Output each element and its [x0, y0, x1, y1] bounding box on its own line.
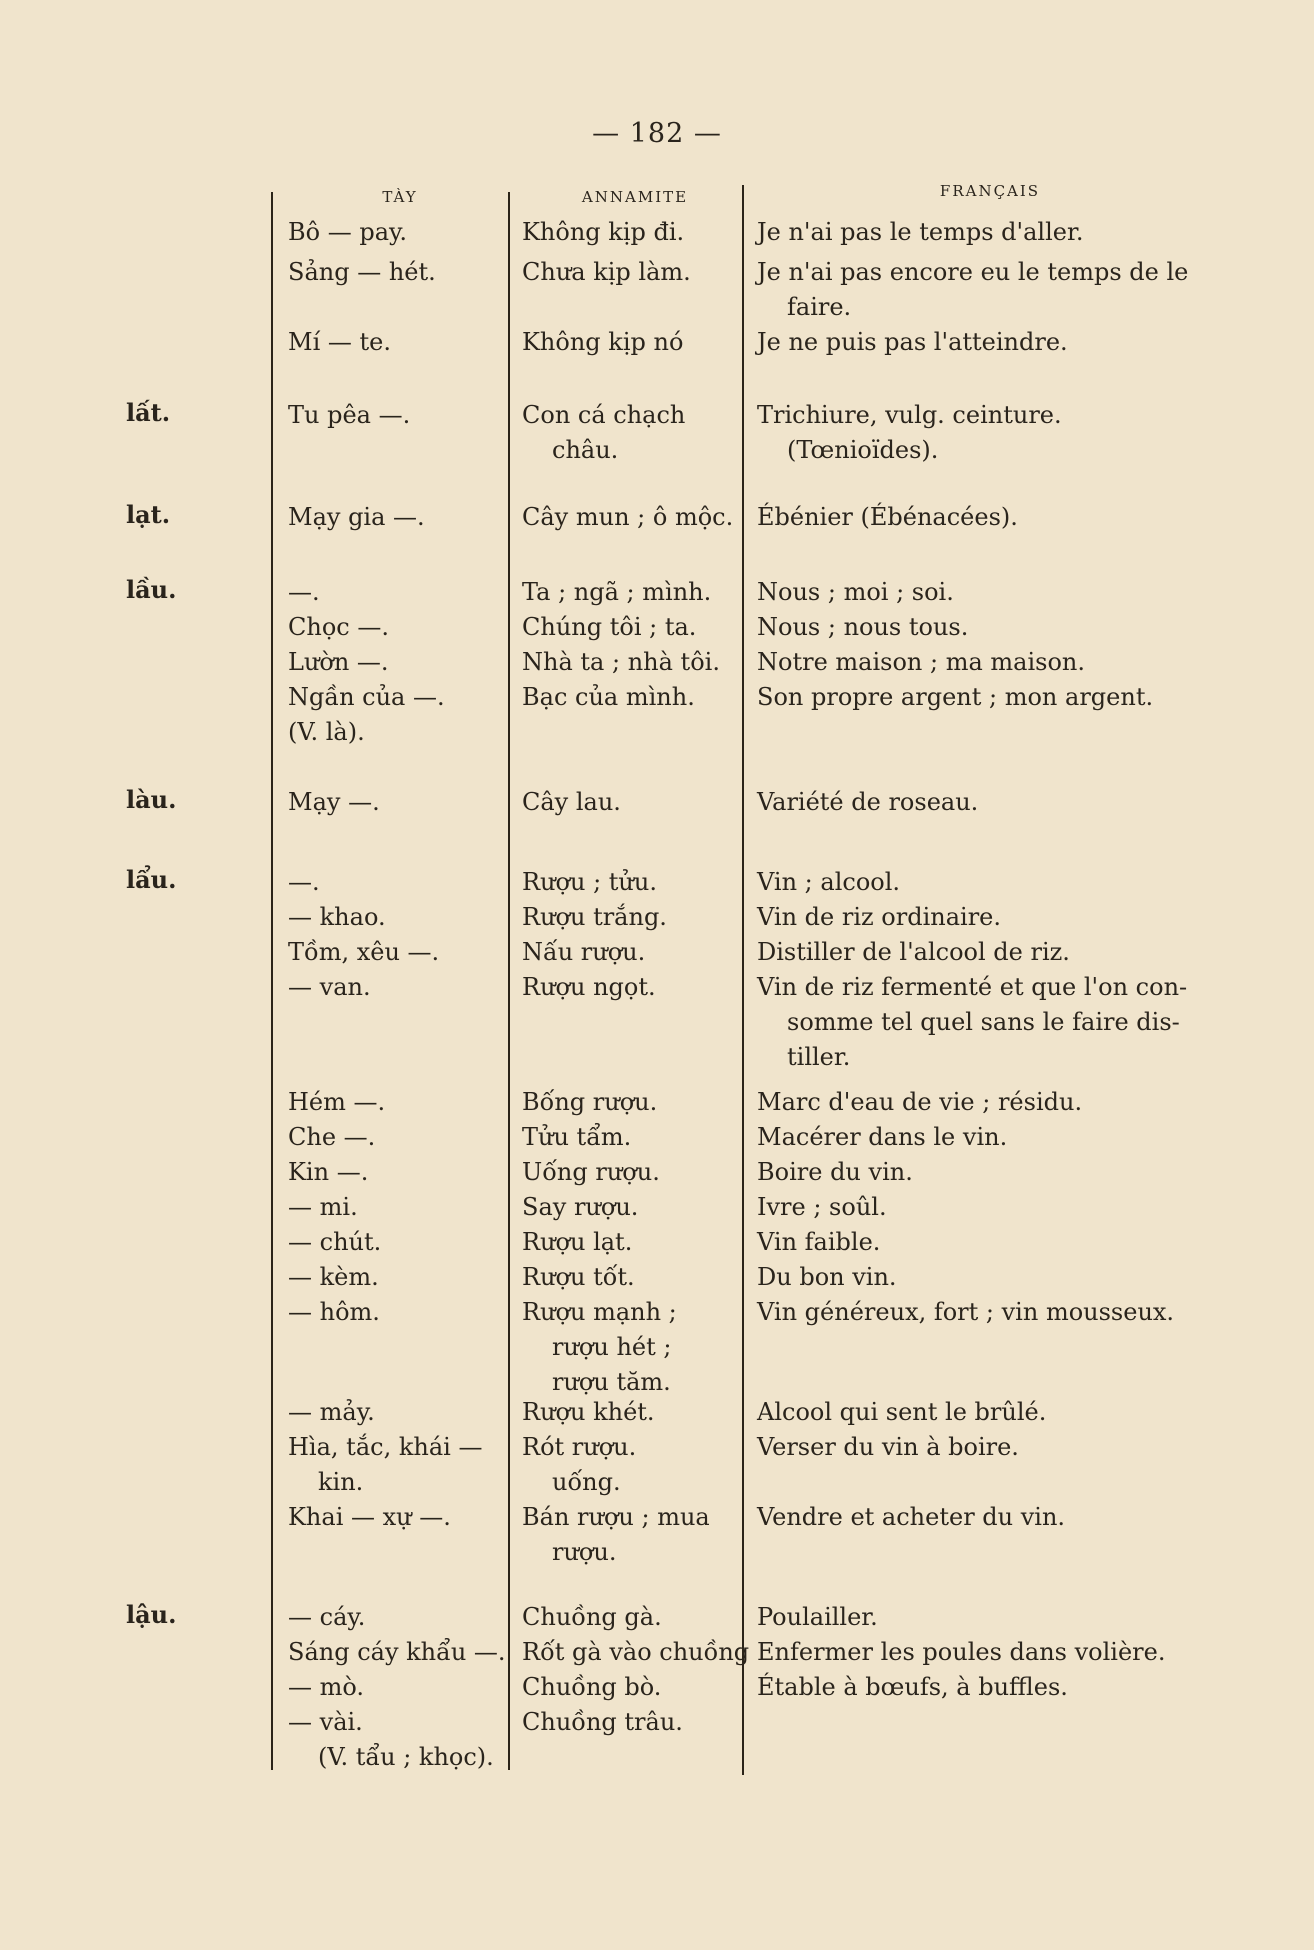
annamite-cell-line: Chuồng trâu. — [522, 1708, 683, 1736]
francais-cell-line: Étable à bœufs, à buffles. — [757, 1673, 1068, 1701]
francais-cell-line: (Tœnioïdes). — [787, 436, 939, 464]
francais-cell-line: Notre maison ; ma maison. — [757, 648, 1085, 676]
francais-cell-line: Macérer dans le vin. — [757, 1123, 1008, 1151]
annamite-cell-line: Rượu mạnh ; — [522, 1298, 677, 1326]
annamite-cell-line: rượu hét ; — [552, 1333, 672, 1361]
francais-cell-line: Je n'ai pas encore eu le temps de le — [757, 258, 1189, 286]
francais-cell — [757, 575, 1212, 715]
tay-cell — [288, 255, 503, 290]
tay-cell-line: — van. — [288, 973, 371, 1001]
annamite-cell-line: Chúng tôi ; ta. — [522, 613, 697, 641]
annamite-cell — [522, 500, 747, 535]
tay-cell-line: (V. là). — [288, 718, 365, 746]
tay-cell-line: — khao. — [288, 903, 386, 931]
tay-cell-line: Che —. — [288, 1123, 376, 1151]
headword: lẩu. — [126, 865, 177, 894]
tay-cell-line: —. — [288, 868, 320, 896]
tay-cell — [288, 500, 503, 535]
annamite-cell-line: Nhà ta ; nhà tôi. — [522, 648, 720, 676]
annamite-cell — [522, 785, 747, 820]
tay-cell-line: Hém —. — [288, 1088, 386, 1116]
annamite-cell — [522, 1395, 747, 1570]
francais-cell — [757, 1600, 1212, 1705]
francais-cell — [757, 325, 1212, 360]
francais-cell — [757, 255, 1212, 325]
tay-cell-line: Ngần của —. — [288, 683, 445, 711]
francais-cell — [757, 500, 1212, 535]
francais-cell-line: Enfermer les poules dans volière. — [757, 1638, 1166, 1666]
francais-cell-line: Nous ; moi ; soi. — [757, 578, 954, 606]
francais-cell-line: Variété de roseau. — [757, 788, 979, 816]
annamite-cell-line: Rót rượu. — [522, 1433, 637, 1461]
annamite-cell-line: Tửu tẩm. — [522, 1123, 632, 1151]
annamite-cell — [522, 325, 747, 360]
annamite-cell-line: rượu. — [552, 1538, 617, 1566]
tay-cell — [288, 1395, 503, 1535]
tay-cell-line: Mạy —. — [288, 788, 380, 816]
francais-cell-line: Distiller de l'alcool de riz. — [757, 938, 1070, 966]
annamite-cell-line: Con cá chạch — [522, 401, 686, 429]
page-number: — 182 — — [592, 118, 722, 149]
francais-cell — [757, 785, 1212, 820]
tay-cell-line: — kèm. — [288, 1263, 379, 1291]
headword: lất. — [126, 398, 171, 427]
tay-cell-line: — hôm. — [288, 1298, 380, 1326]
francais-cell — [757, 1085, 1212, 1330]
tay-cell-line: — mảy. — [288, 1398, 375, 1426]
annamite-cell-line: Bán rượu ; mua — [522, 1503, 710, 1531]
tay-cell — [288, 325, 503, 360]
tay-cell — [288, 785, 503, 820]
annamite-cell-line: Nấu rượu. — [522, 938, 646, 966]
annamite-cell-line: Cây mun ; ô mộc. — [522, 503, 734, 531]
tay-cell — [288, 575, 503, 750]
tay-cell-line: kin. — [318, 1468, 364, 1496]
tay-cell-line: Tồm, xêu —. — [288, 938, 440, 966]
francais-cell-line: Vendre et acheter du vin. — [757, 1503, 1066, 1531]
francais-cell-line: Son propre argent ; mon argent. — [757, 683, 1154, 711]
annamite-cell-line: Uống rượu. — [522, 1158, 660, 1186]
annamite-cell-line: Không kịp đi. — [522, 218, 685, 246]
annamite-cell — [522, 865, 747, 1005]
tay-cell-line: Sảng — hét. — [288, 258, 436, 286]
header-tay: TÀY — [382, 188, 418, 206]
francais-cell — [757, 398, 1212, 468]
annamite-cell-line: Cây lau. — [522, 788, 621, 816]
francais-cell-line: Ébénier (Ébénacées). — [757, 503, 1018, 531]
annamite-cell-line: Rượu trắng. — [522, 903, 667, 931]
annamite-cell-line: uống. — [552, 1468, 621, 1496]
header-francais: FRANÇAIS — [939, 182, 1041, 200]
tay-cell-line: — mò. — [288, 1673, 365, 1701]
tay-cell-line: — cáy. — [288, 1603, 366, 1631]
francais-cell-line: Nous ; nous tous. — [757, 613, 969, 641]
tay-cell — [288, 1085, 503, 1330]
annamite-cell-line: Rượu ; tửu. — [522, 868, 657, 896]
tay-cell-line: Chọc —. — [288, 613, 389, 641]
tay-cell-line: — mi. — [288, 1193, 358, 1221]
francais-cell-line: Ivre ; soûl. — [757, 1193, 887, 1221]
annamite-cell-line: Rượu khét. — [522, 1398, 655, 1426]
francais-cell-line: Trichiure, vulg. ceinture. — [757, 401, 1062, 429]
annamite-cell-line: Chuồng gà. — [522, 1603, 662, 1631]
francais-cell-line: Vin de riz ordinaire. — [757, 903, 1001, 931]
francais-cell-line: faire. — [787, 293, 852, 321]
francais-cell-line: Poulailler. — [757, 1603, 878, 1631]
tay-cell-line: Khai — xự —. — [288, 1503, 451, 1531]
tay-cell-line: Mạy gia —. — [288, 503, 425, 531]
tay-cell-line: — chút. — [288, 1228, 382, 1256]
francais-cell-line: Vin généreux, fort ; vin mousseux. — [757, 1298, 1175, 1326]
francais-cell-line: Vin faible. — [757, 1228, 881, 1256]
annamite-cell — [522, 1600, 750, 1740]
annamite-cell — [522, 1085, 747, 1400]
annamite-cell-line: Rượu ngọt. — [522, 973, 656, 1001]
tay-cell-line: — vài. — [288, 1708, 363, 1736]
headword: lạt. — [126, 500, 171, 529]
headword: lậu. — [126, 1600, 177, 1629]
francais-cell — [757, 215, 1212, 250]
tay-cell-line: Lườn —. — [288, 648, 389, 676]
francais-cell-line: Du bon vin. — [757, 1263, 897, 1291]
francais-cell — [757, 865, 1212, 1075]
francais-cell-line: Vin de riz fermenté et que l'on con- — [757, 973, 1188, 1001]
headword: làu. — [126, 785, 177, 814]
francais-cell-line: Je n'ai pas le temps d'aller. — [757, 218, 1084, 246]
annamite-cell-line: Ta ; ngã ; mình. — [522, 578, 712, 606]
tay-cell-line: Kin —. — [288, 1158, 369, 1186]
annamite-cell-line: Say rượu. — [522, 1193, 639, 1221]
annamite-cell-line: Rượu tốt. — [522, 1263, 635, 1291]
tay-cell — [288, 865, 503, 1005]
tay-cell-line: Tu pêa —. — [288, 401, 411, 429]
francais-cell-line: Verser du vin à boire. — [757, 1433, 1019, 1461]
francais-cell-line: somme tel quel sans le faire dis- — [787, 1008, 1180, 1036]
tay-cell-line: Bô — pay. — [288, 218, 408, 246]
annamite-cell-line: châu. — [552, 436, 619, 464]
francais-cell — [757, 1395, 1212, 1535]
header-annamite: ANNAMITE — [581, 188, 689, 206]
annamite-cell-line: Rượu lạt. — [522, 1228, 633, 1256]
annamite-cell-line: Chưa kịp làm. — [522, 258, 691, 286]
francais-cell-line: Marc d'eau de vie ; résidu. — [757, 1088, 1083, 1116]
column-rule-2 — [508, 192, 510, 1770]
annamite-cell — [522, 255, 747, 290]
francais-cell-line: Je ne puis pas l'atteindre. — [757, 328, 1068, 356]
annamite-cell-line: Chuồng bò. — [522, 1673, 662, 1701]
annamite-cell-line: Bạc của mình. — [522, 683, 695, 711]
francais-cell-line: Vin ; alcool. — [757, 868, 901, 896]
annamite-cell — [522, 215, 747, 250]
tay-cell — [288, 215, 503, 250]
francais-cell-line: Alcool qui sent le brûlé. — [757, 1398, 1047, 1426]
tay-cell — [288, 398, 503, 433]
annamite-cell — [522, 398, 747, 468]
tay-cell — [288, 1600, 506, 1775]
tay-cell-line: Sáng cáy khẩu —. — [288, 1638, 506, 1666]
francais-cell-line: Boire du vin. — [757, 1158, 913, 1186]
headword: lầu. — [126, 575, 177, 604]
annamite-cell-line: Bống rượu. — [522, 1088, 658, 1116]
tay-cell-line: (V. tẩu ; khọc). — [318, 1743, 494, 1771]
annamite-cell-line: Không kịp nó — [522, 328, 684, 356]
francais-cell-line — [757, 1465, 1212, 1500]
annamite-cell — [522, 575, 747, 715]
column-rule-1 — [271, 192, 273, 1770]
annamite-cell-line: rượu tăm. — [552, 1368, 671, 1396]
tay-cell-line: Mí — te. — [288, 328, 391, 356]
tay-cell-line: Hìa, tắc, khái — — [288, 1433, 483, 1461]
tay-cell-line: —. — [288, 578, 320, 606]
annamite-cell-line: Rốt gà vào chuồng — [522, 1638, 750, 1666]
francais-cell-line: tiller. — [787, 1043, 851, 1071]
